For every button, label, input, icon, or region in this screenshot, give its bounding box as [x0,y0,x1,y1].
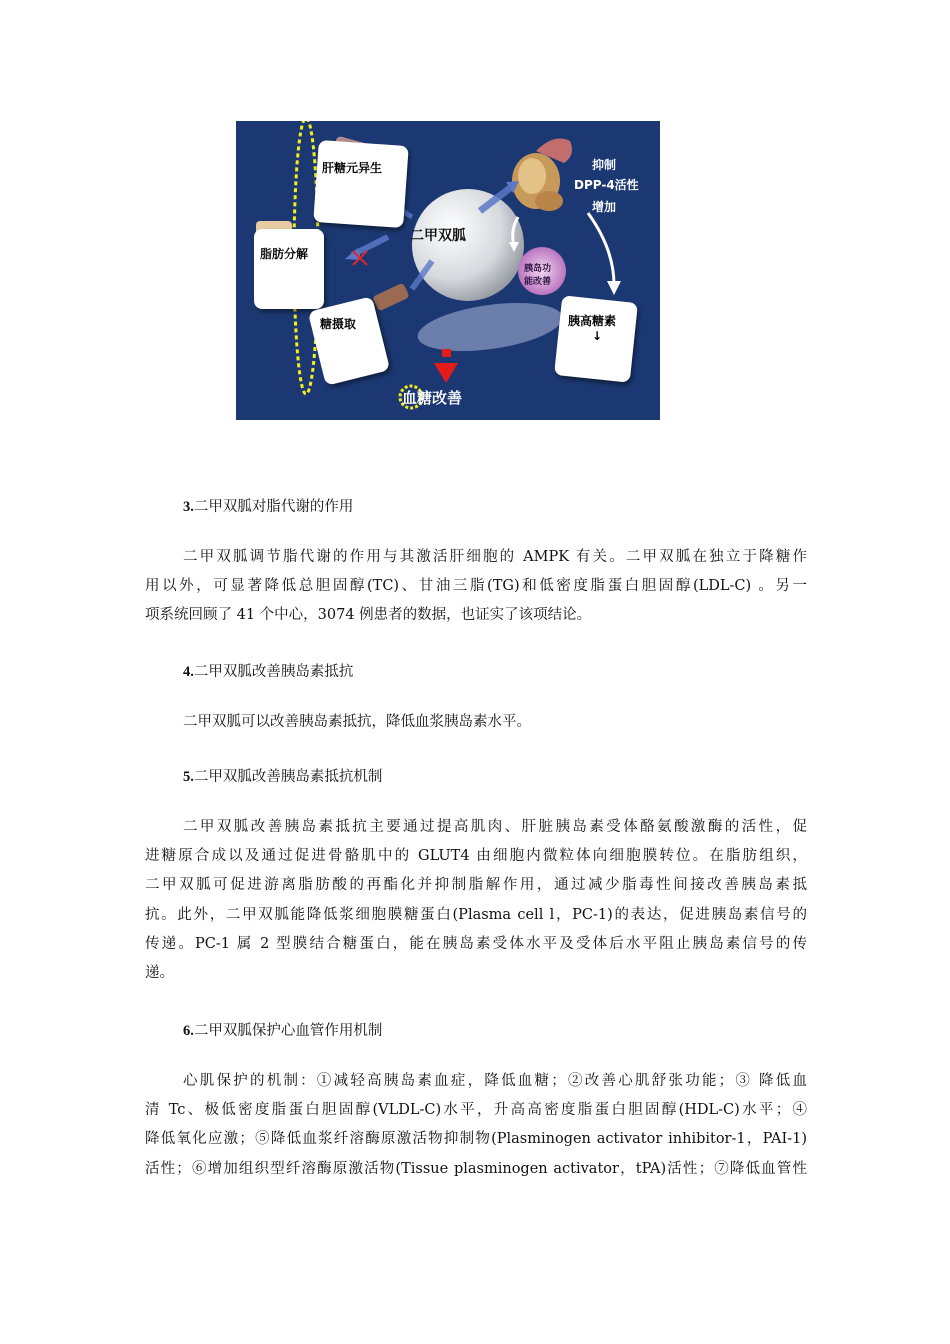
card-glucagon-arrow: ↓ [592,329,603,343]
section-6-number: 6. [183,1023,194,1039]
metformin-mechanism-figure [236,121,660,420]
section-3-line-2: 用以外，可显著降低总胆固醇(TC)、甘油三脂(TG)和低密度脂蛋白胆固醇(LDL-C) 。另一 [145,578,807,595]
arrow-to-glucagon [588,213,614,285]
section-4-number: 4. [183,664,194,680]
section-6-title: 二甲双胍保护心血管作用机制 [193,1023,383,1039]
section-5-line-2: 进糖原合成以及通过促进骨骼肌中的 GLUT4 由细胞内微粒体向细胞膜转位。在脂肪组织， [145,848,807,865]
metformin-sphere [412,189,524,301]
section-3-line-3: 项系统回顾了 41 个中心，3074 例患者的数据，也证实了该项结论。 [145,607,592,624]
section-5-line-3: 二甲双胍可促进游离脂肪酸的再酯化并抑制脂解作用，通过减少脂毒性间接改善胰岛素抵 [145,877,807,894]
islet-label-line2: 能改善 [524,277,552,287]
section-6-line-4: 活性；⑥增加组织型纤溶酶原激活物(Tissue plasminogen activator，tPA)活性；⑦降低血管性 [145,1160,807,1177]
section-6-line-3: 降低氧化应激；⑤降低血浆纤溶酶原激活物抑制物(Plasminogen activator inhibitor-1，PAI-1) [145,1131,807,1148]
section-6-body [145,1067,807,1184]
section-4-line-1: 二甲双胍可以改善胰岛素抵抗，降低血浆胰岛素水平。 [183,714,531,730]
card-glucagon-label: 胰高糖素 [568,314,617,328]
card-gluconeogenesis [313,140,409,228]
dpp4-line3: 增加 [592,200,617,214]
section-5-title: 二甲双胍改善胰岛素抵抗机制 [193,769,383,785]
card-glucose-uptake-label: 糖摄取 [320,317,357,331]
section-5-line-1: 二甲双胍改善胰岛素抵抗主要通过提高肌肉、肝脏胰岛素受体酪氨酸激酶的活性，促 [183,819,807,835]
card-gluconeogenesis-label: 肝糖元异生 [322,161,383,175]
section-6-heading [183,1019,382,1040]
card-lipolysis [254,229,324,309]
dpp4-line2: DPP-4活性 [574,178,639,192]
section-4-heading [183,660,353,681]
section-5-line-5: 传递。PC-1 属 2 型膜结合糖蛋白，能在胰岛素受体水平及受体后水平阻止胰岛素信号的传 [145,935,807,952]
dpp4-line1: 抑制 [592,158,617,172]
result-label: 血糖改善 [402,389,463,407]
section-5-body [145,813,807,988]
section-3-heading [183,495,353,516]
intestine-illustration [512,139,572,211]
sphere-shadow [415,295,566,359]
muscle-image [372,283,410,312]
section-6-line-1: 心肌保护的机制：①减轻高胰岛素血症，降低血糖；②改善心肌舒张功能；③ 降低血 [183,1073,807,1089]
section-4-title: 二甲双胍改善胰岛素抵抗 [193,664,354,680]
section-3-number: 3. [183,499,194,515]
islet-label-line1: 胰岛功 [524,264,552,274]
center-label: 二甲双胍 [410,228,466,244]
section-5-line-6: 递。 [145,964,174,981]
section-5-number: 5. [183,769,194,785]
section-4-body [145,708,807,737]
section-5-heading [183,765,382,786]
section-3-line-1: 二甲双胍调节脂代谢的作用与其激活肝细胞的 AMPK 有关。二甲双胍在独立于降糖作 [183,549,807,565]
section-5-line-4: 抗。此外，二甲双胍能降低浆细胞膜糖蛋白(Plasma cell l，PC-1)的表达，促进胰岛素信号的 [145,906,807,923]
card-lipolysis-label: 脂肪分解 [260,247,309,261]
section-3-title: 二甲双胍对脂代谢的作用 [193,499,354,515]
section-6-line-2: 清 Tc、极低密度脂蛋白胆固醇(VLDL-C)水平，升高高密度脂蛋白胆固醇(HDL-C)水平；④ [145,1102,807,1119]
result-arrow-head [434,363,458,383]
result-arrow-stem [442,349,451,357]
section-3-body [145,543,807,631]
